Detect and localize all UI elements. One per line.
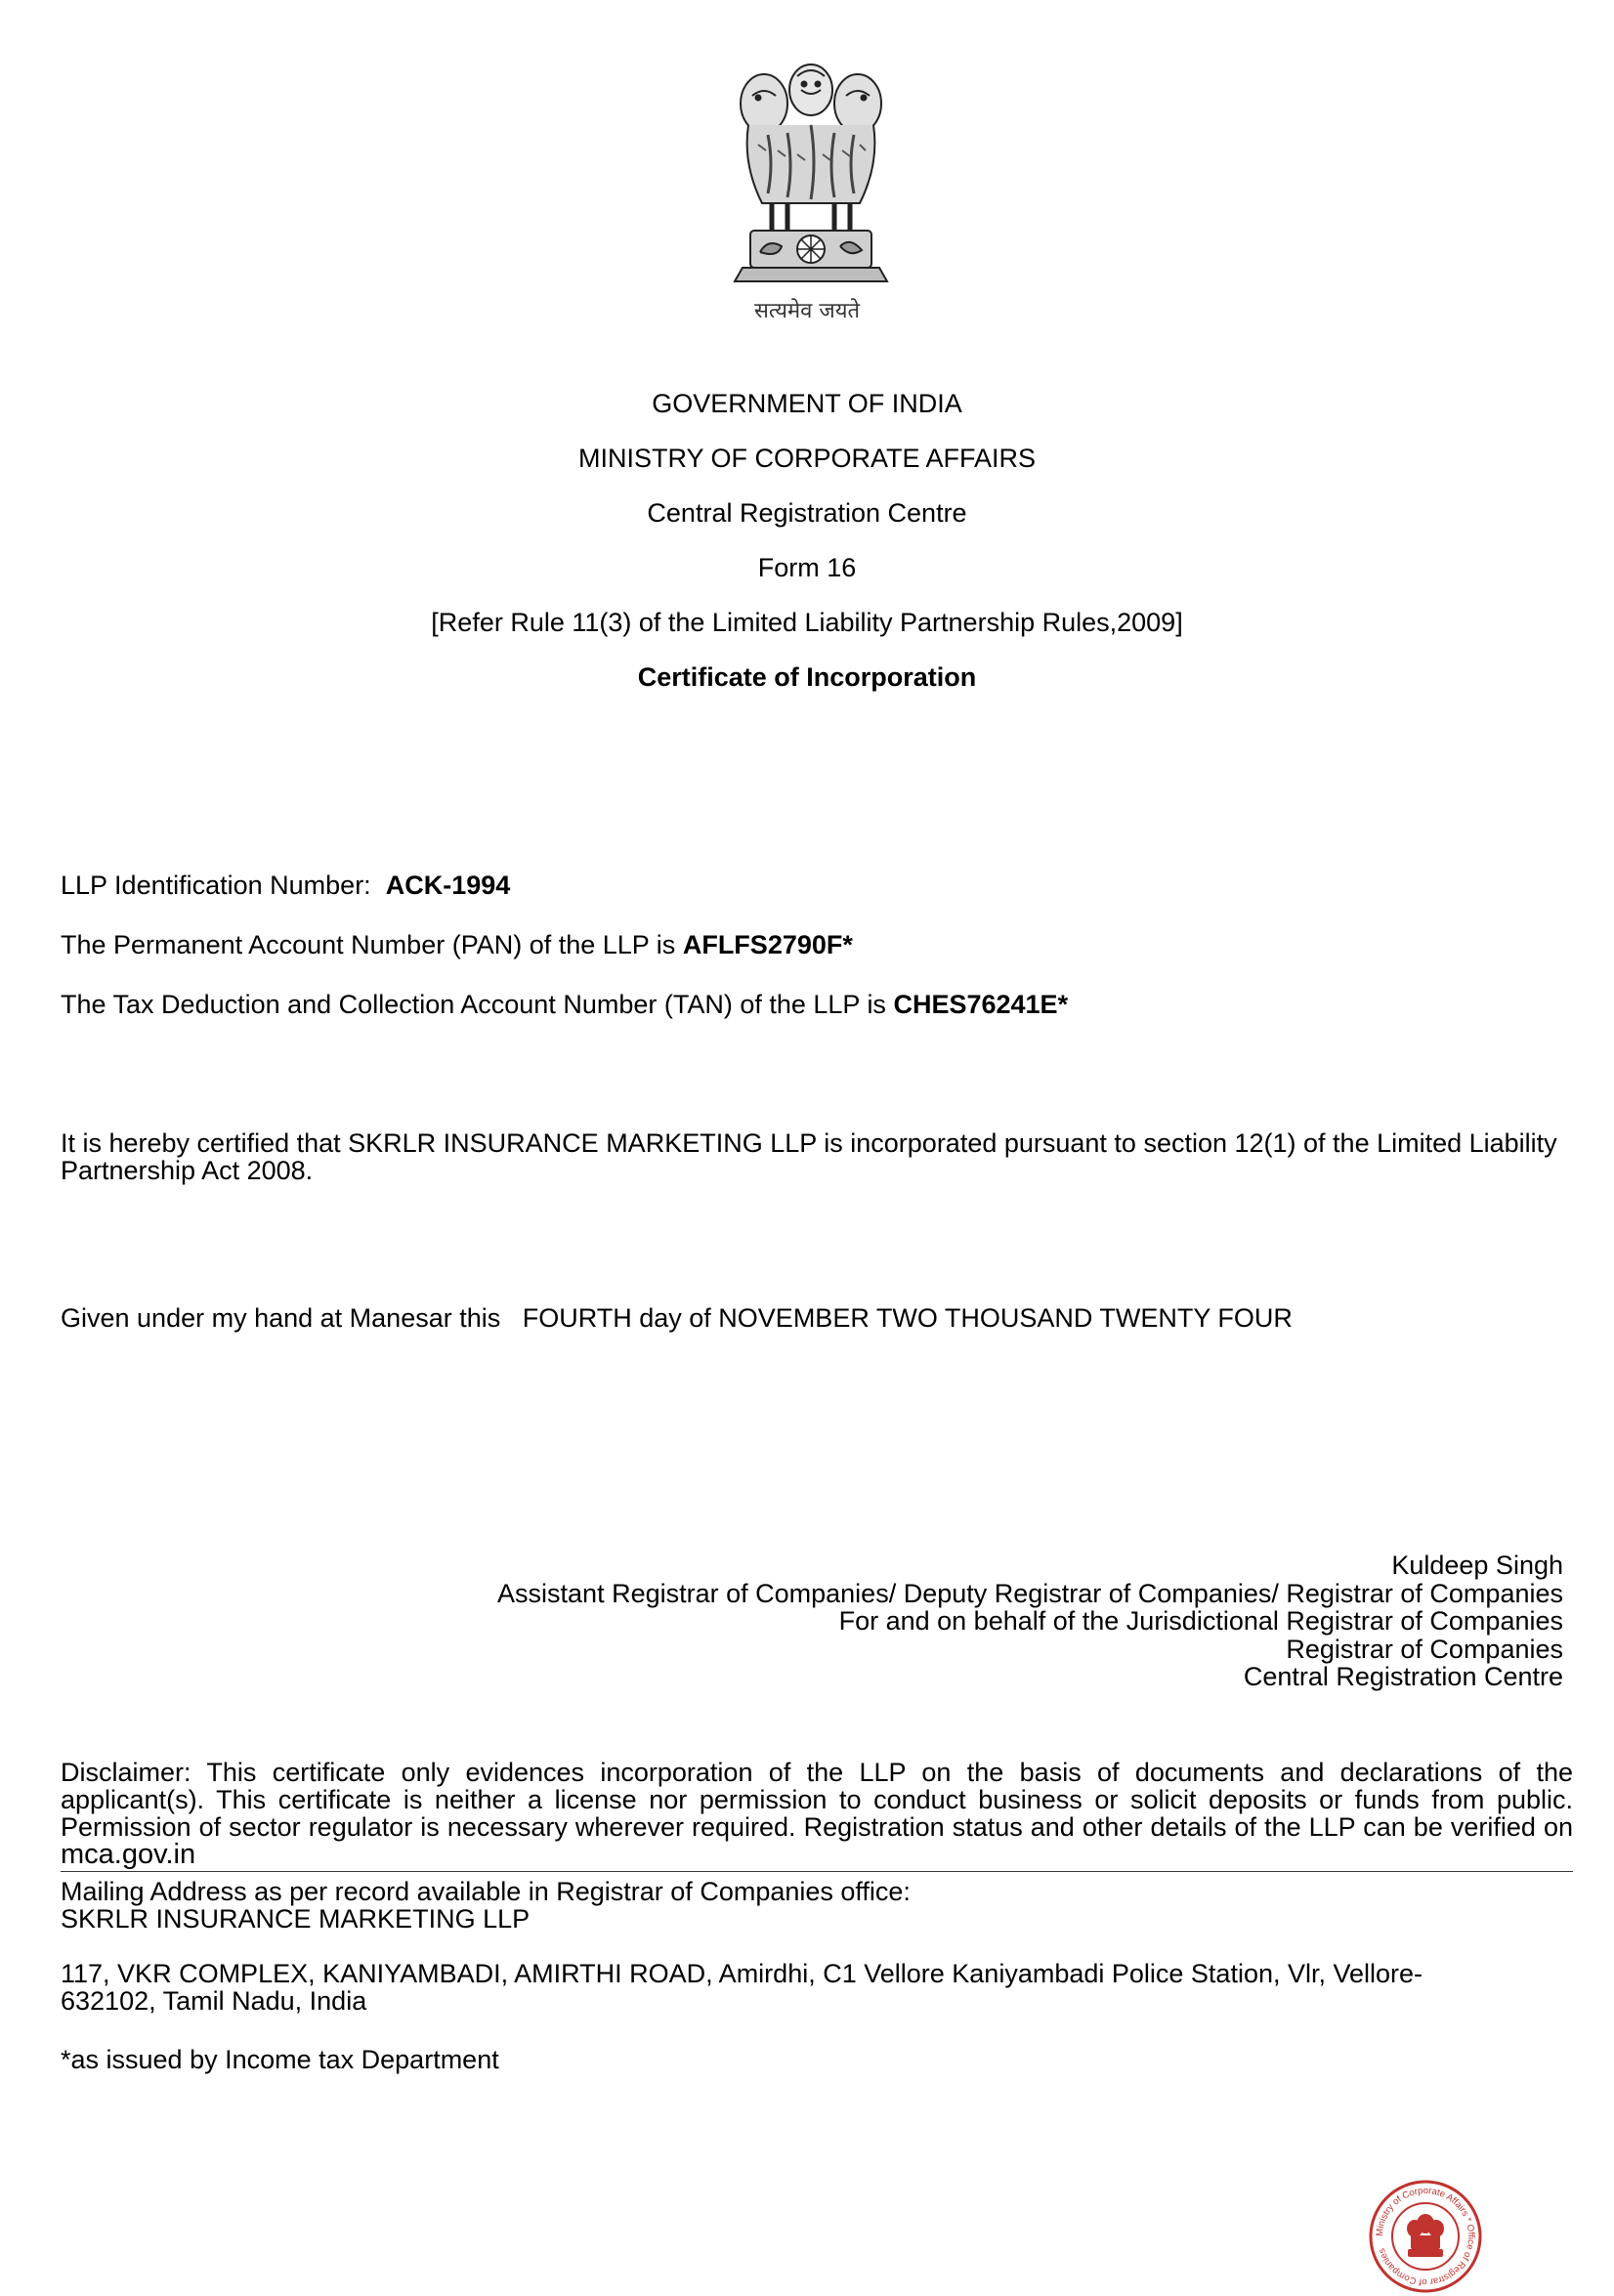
disclaimer-text: Disclaimer: This certificate only evidences incorporation of the LLP on the basis of documents and declarations of the applicant(s). This certificate is neither a license nor permission to conduct business or solicit deposits or funds from public. Permission of sector regulator is necessary wherever required. Registration status and other details of the LLP can be verified on bbox=[61, 1758, 1573, 1842]
llpin-label: LLP Identification Number: bbox=[61, 871, 371, 900]
signatory-name: Kuldeep Singh bbox=[1391, 1551, 1563, 1580]
tan-label: The Tax Deduction and Collection Account Number (TAN) of the LLP is bbox=[61, 990, 886, 1019]
rule-reference: [Refer Rule 11(3) of the Limited Liability Partnership Rules,2009] bbox=[431, 608, 1183, 637]
footnote: *as issued by Income tax Department bbox=[61, 2045, 499, 2074]
mca-link[interactable]: mca.gov.in bbox=[61, 1839, 196, 1870]
signatory-centre: Central Registration Centre bbox=[1243, 1662, 1563, 1691]
pan-asterisk: * bbox=[842, 930, 853, 959]
government-heading: GOVERNMENT OF INDIA bbox=[652, 389, 962, 418]
disclaimer bbox=[61, 1759, 1573, 1868]
tan-line bbox=[61, 989, 1068, 1020]
ministry-heading: MINISTRY OF CORPORATE AFFAIRS bbox=[577, 444, 1037, 473]
pan-value: AFLFS2790F bbox=[682, 930, 843, 959]
national-emblem-icon bbox=[729, 57, 893, 291]
signatory-office: Registrar of Companies bbox=[1286, 1634, 1563, 1664]
pan-label: The Permanent Account Number (PAN) of the LLP is bbox=[61, 930, 676, 959]
emblem-motto: सत्यमेव जयते bbox=[753, 299, 861, 323]
pan-line bbox=[61, 929, 853, 960]
signatory-block bbox=[497, 1552, 1563, 1691]
signatory-designation: Assistant Registrar of Companies/ Deputy Registrar of Companies/ Registrar of Companies bbox=[497, 1578, 1563, 1608]
form-number: Form 16 bbox=[757, 553, 857, 582]
signatory-behalf: For and on behalf of the Jurisdictional Registrar of Companies bbox=[838, 1606, 1563, 1636]
given-prefix: Given under my hand at Manesar this bbox=[61, 1303, 501, 1333]
divider bbox=[61, 1871, 1573, 1872]
registration-centre-heading: Central Registration Centre bbox=[647, 498, 967, 528]
seal-text-path: Ministry of Corporate Affairs * Office of Registrar of Companies bbox=[1374, 2185, 1477, 2288]
mailing-label: Mailing Address as per record available in Registrar of Companies office: bbox=[61, 1877, 911, 1906]
certificate-title: Certificate of Incorporation bbox=[637, 662, 977, 692]
mailing-company: SKRLR INSURANCE MARKETING LLP bbox=[61, 1904, 531, 1934]
given-date: FOURTH day of NOVEMBER TWO THOUSAND TWENTY FOUR bbox=[522, 1303, 1293, 1333]
given-line bbox=[61, 1302, 1293, 1334]
tan-asterisk: * bbox=[1057, 990, 1069, 1019]
llpin-line bbox=[61, 870, 510, 901]
ministry-seal-icon bbox=[1366, 2177, 1485, 2296]
mailing-block bbox=[61, 1878, 1565, 1933]
certification-statement: It is hereby certified that SKRLR INSURANCE MARKETING LLP is incorporated pursuant to section 12(1) of the Limited Liability Partnership Act 2008. bbox=[61, 1128, 1557, 1185]
llpin-value: ACK-1994 bbox=[385, 871, 511, 900]
tan-value: CHES76241E bbox=[893, 990, 1058, 1019]
mailing-address: 117, VKR COMPLEX, KANIYAMBADI, AMIRTHI ROAD, Amirdhi, C1 Vellore Kaniyambadi Police Station, Vlr, Vellore-632102, Tamil Nadu, India bbox=[61, 1959, 1423, 2016]
